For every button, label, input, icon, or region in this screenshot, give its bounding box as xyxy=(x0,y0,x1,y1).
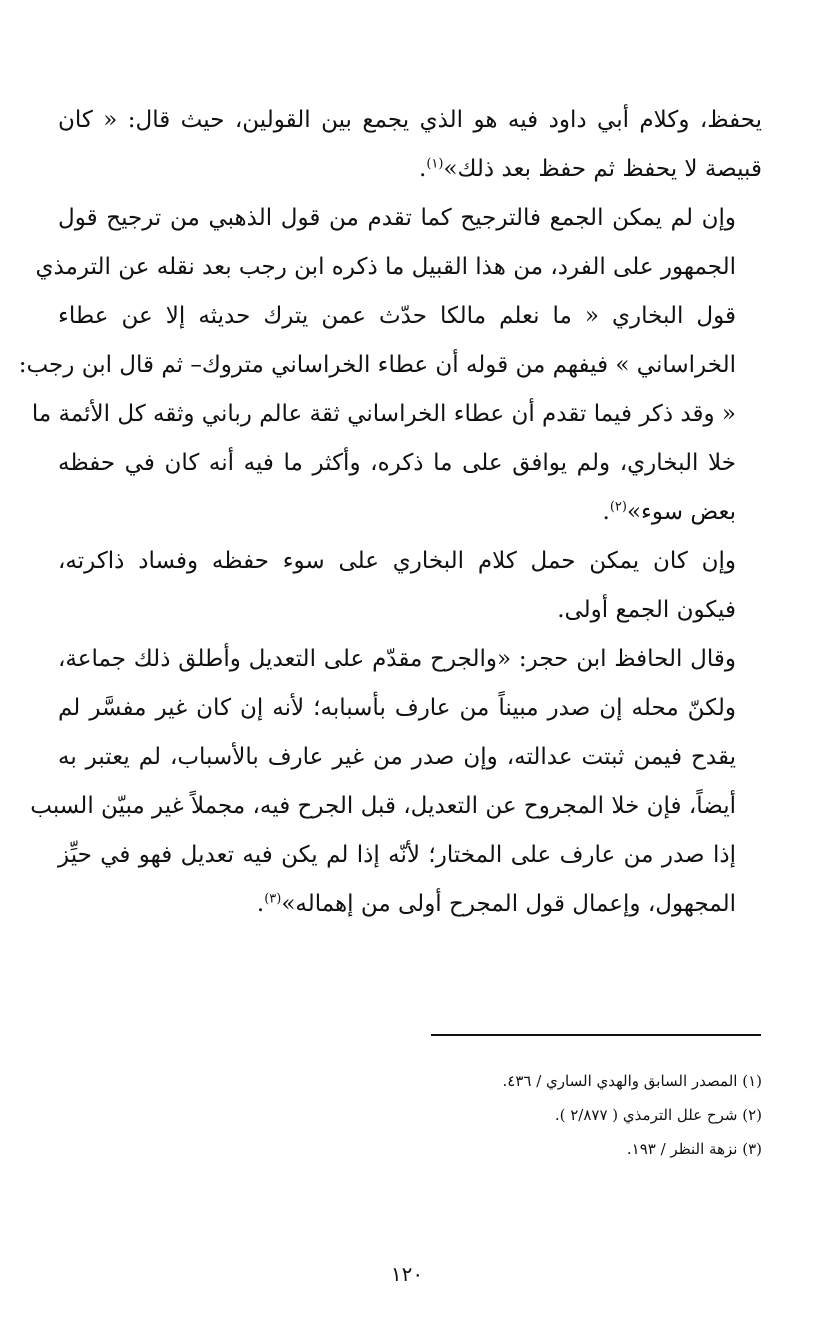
paragraph xyxy=(30,635,762,929)
footnote-marker[interactable]: (٢) xyxy=(609,499,627,515)
text-line xyxy=(58,488,762,537)
footnote-marker[interactable]: (٣) xyxy=(264,891,282,907)
text-line: وإن لم يمكن الجمع فالترجيح كما تقدم من قول الذهبي من ترجيح قول xyxy=(58,205,736,231)
line-tail: . xyxy=(256,891,265,917)
text-line: وقال الحافظ ابن حجر: «والجرح مقدّم على التعديل وأطلق ذلك جماعة، xyxy=(58,646,737,672)
paragraph xyxy=(58,537,762,635)
text-line: أيضاً، فإن خلا المجروح عن التعديل، قبل الجرح فيه، مجملاً غير مبيّن السبب xyxy=(30,793,736,819)
text-line: وإن كان يمكن حمل كلام البخاري على سوء حفظه وفساد ذاكرته، xyxy=(58,548,736,574)
text-line: « وقد ذكر فيما تقدم أن عطاء الخراساني ثقة عالم رباني وثقه كل الأئمة ما xyxy=(31,401,736,427)
paragraph xyxy=(58,96,762,194)
footnote-item: (١) المصدر السابق والهدي الساري / ٤٣٦. xyxy=(502,1072,762,1090)
line-tail: . xyxy=(419,156,427,182)
line-text: بعض سوء» xyxy=(626,499,736,525)
footnote-item: (٣) نزهة النظر / ١٩٣. xyxy=(626,1140,762,1158)
text-line: يقدح فيمن ثبتت عدالته، وإن صدر من غير عارف بالأسباب، لم يعتبر به xyxy=(58,744,736,770)
footnotes xyxy=(242,1064,762,1166)
text-line: إذا صدر من عارف على المختار؛ لأنّه إذا لم يكن فيه تعديل فهو في حيِّز xyxy=(58,842,736,868)
main-text xyxy=(18,96,762,929)
text-line: خلا البخاري، ولم يوافق على ما ذكره، وأكثر ما فيه أنه كان في حفظه xyxy=(58,450,736,476)
text-line: الخراساني » فيفهم من قوله أن عطاء الخراساني متروك– ثم قال ابن رجب: xyxy=(18,352,736,378)
text-line xyxy=(58,880,762,929)
line-text: قبيصة لا يحفظ ثم حفظ بعد ذلك» xyxy=(443,156,762,182)
text-line: قول البخاري « ما نعلم مالكا حدّث عمن يترك حديثه إلا عن عطاء xyxy=(58,303,736,329)
paragraph xyxy=(18,194,762,537)
text-line: الجمهور على الفرد، من هذا القبيل ما ذكره ابن رجب بعد نقله عن الترمذي xyxy=(35,254,736,280)
text-line: فيكون الجمع أولى. xyxy=(557,597,736,623)
footnote-item: (٢) شرح علل الترمذي ( ٢/٨٧٧ ). xyxy=(554,1106,762,1124)
text-line xyxy=(58,145,762,194)
text-line: ولكنّ محله إن صدر مبيناً من عارف بأسبابه؛ لأنه إن كان غير مفسَّر لم xyxy=(58,695,736,721)
footnote-separator xyxy=(431,1034,761,1036)
line-tail: . xyxy=(602,499,610,525)
line-text: المجهول، وإعمال قول المجرح أولى من إهماله» xyxy=(281,891,736,917)
text-line: يحفظ، وكلام أبي داود فيه هو الذي يجمع بين القولين، حيث قال: « كان xyxy=(58,107,762,133)
footnote-marker[interactable]: (١) xyxy=(426,156,444,172)
page-number: ١٢٠ xyxy=(390,1262,424,1286)
